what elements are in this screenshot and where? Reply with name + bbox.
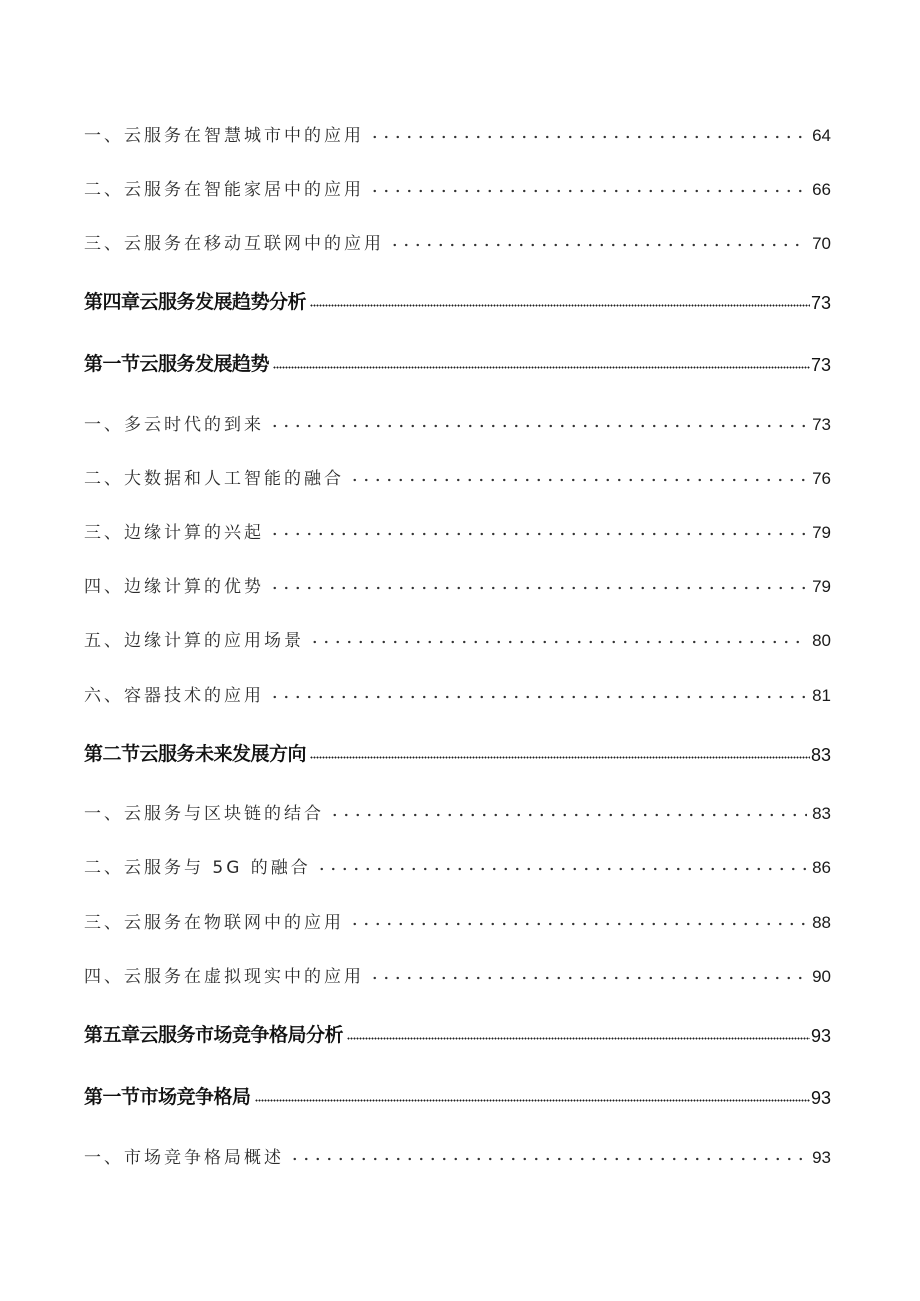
toc-page-number: 86 [812, 858, 831, 877]
toc-entry-title: 六、容器技术的应用 [84, 686, 264, 706]
toc-dot-leader [347, 903, 809, 933]
toc-entry-title: 四、边缘计算的优势 [84, 577, 264, 597]
toc-entry[interactable] [84, 567, 831, 597]
toc-entry-title: 一、市场竞争格局概述 [84, 1148, 284, 1168]
toc-dot-leader [367, 170, 809, 200]
toc-entry[interactable] [84, 676, 831, 706]
toc-page-number: 80 [812, 631, 831, 650]
toc-entry[interactable] [84, 170, 831, 200]
toc-page-number: 93 [812, 1148, 831, 1167]
toc-entry[interactable] [84, 116, 831, 146]
toc-page-number: 83 [810, 745, 831, 765]
toc-page-number: 73 [810, 293, 831, 313]
toc-entry-title: 三、边缘计算的兴起 [84, 523, 264, 543]
toc-dot-leader [347, 459, 809, 489]
toc-page-number: 79 [812, 523, 831, 542]
toc-entry-title: 五、边缘计算的应用场景 [84, 631, 304, 651]
toc-chapter-title: 第四章云服务发展趋势分析 [84, 291, 307, 313]
toc-page-number: 70 [812, 234, 831, 253]
toc-entry[interactable] [84, 903, 831, 933]
toc-entry-title: 一、多云时代的到来 [84, 415, 264, 435]
toc-page-number: 90 [812, 967, 831, 986]
toc-chapter-entry[interactable] [84, 1017, 831, 1047]
toc-chapter-entry[interactable] [84, 284, 831, 314]
toc-entry[interactable] [84, 848, 831, 878]
toc-entry[interactable] [84, 224, 831, 254]
toc-page-number: 73 [812, 415, 831, 434]
toc-page-number: 64 [812, 126, 831, 145]
toc-dot-leader [267, 405, 809, 435]
toc-section-entry[interactable] [84, 1079, 831, 1109]
toc-entry-title: 三、云服务在移动互联网中的应用 [84, 234, 384, 254]
toc-section-entry[interactable] [84, 346, 831, 376]
toc-page-number: 81 [812, 686, 831, 705]
toc-dot-leader [273, 346, 810, 376]
toc-entry-title: 一、云服务与区块链的结合 [84, 804, 324, 824]
toc-entry[interactable] [84, 794, 831, 824]
toc-page-number: 88 [812, 913, 831, 932]
toc-dot-leader [307, 621, 809, 651]
toc-entry-title: 三、云服务在物联网中的应用 [84, 913, 344, 933]
toc-entry[interactable] [84, 621, 831, 651]
toc-entry[interactable] [84, 957, 831, 987]
toc-dot-leader [367, 957, 809, 987]
toc-dot-leader [310, 284, 810, 314]
toc-section-entry[interactable] [84, 736, 831, 766]
toc-page-number: 83 [812, 804, 831, 823]
toc-entry-title: 二、云服务在智能家居中的应用 [84, 180, 364, 200]
toc-page-number: 79 [812, 577, 831, 596]
toc-dot-leader [255, 1079, 810, 1109]
toc-dot-leader [267, 676, 809, 706]
toc-section-title: 第一节云服务发展趋势 [84, 353, 270, 375]
toc-page-number: 73 [810, 355, 831, 375]
toc-entry[interactable] [84, 459, 831, 489]
toc-dot-leader [314, 848, 809, 878]
toc-dot-leader [347, 1017, 810, 1047]
toc-entry-title: 一、云服务在智慧城市中的应用 [84, 126, 364, 146]
toc-entry[interactable] [84, 1138, 831, 1168]
toc-section-title: 第一节市场竞争格局 [84, 1086, 251, 1108]
toc-entry-title: 四、云服务在虚拟现实中的应用 [84, 967, 364, 987]
toc-entry-title: 二、大数据和人工智能的融合 [84, 469, 344, 489]
toc-dot-leader [327, 794, 809, 824]
toc-dot-leader [310, 736, 810, 766]
toc-entry-title: 二、云服务与 5G 的融合 [84, 858, 311, 878]
toc-entry[interactable] [84, 513, 831, 543]
toc-entry[interactable] [84, 405, 831, 435]
toc-dot-leader [387, 224, 809, 254]
toc-dot-leader [287, 1138, 809, 1168]
toc-page-number: 93 [810, 1026, 831, 1046]
toc-dot-leader [267, 513, 809, 543]
toc-chapter-title: 第五章云服务市场竞争格局分析 [84, 1024, 344, 1046]
toc-dot-leader [367, 116, 809, 146]
toc-dot-leader [267, 567, 809, 597]
toc-page-number: 66 [812, 180, 831, 199]
toc-section-title: 第二节云服务未来发展方向 [84, 743, 307, 765]
toc-page-number: 93 [810, 1088, 831, 1108]
toc-page-number: 76 [812, 469, 831, 488]
